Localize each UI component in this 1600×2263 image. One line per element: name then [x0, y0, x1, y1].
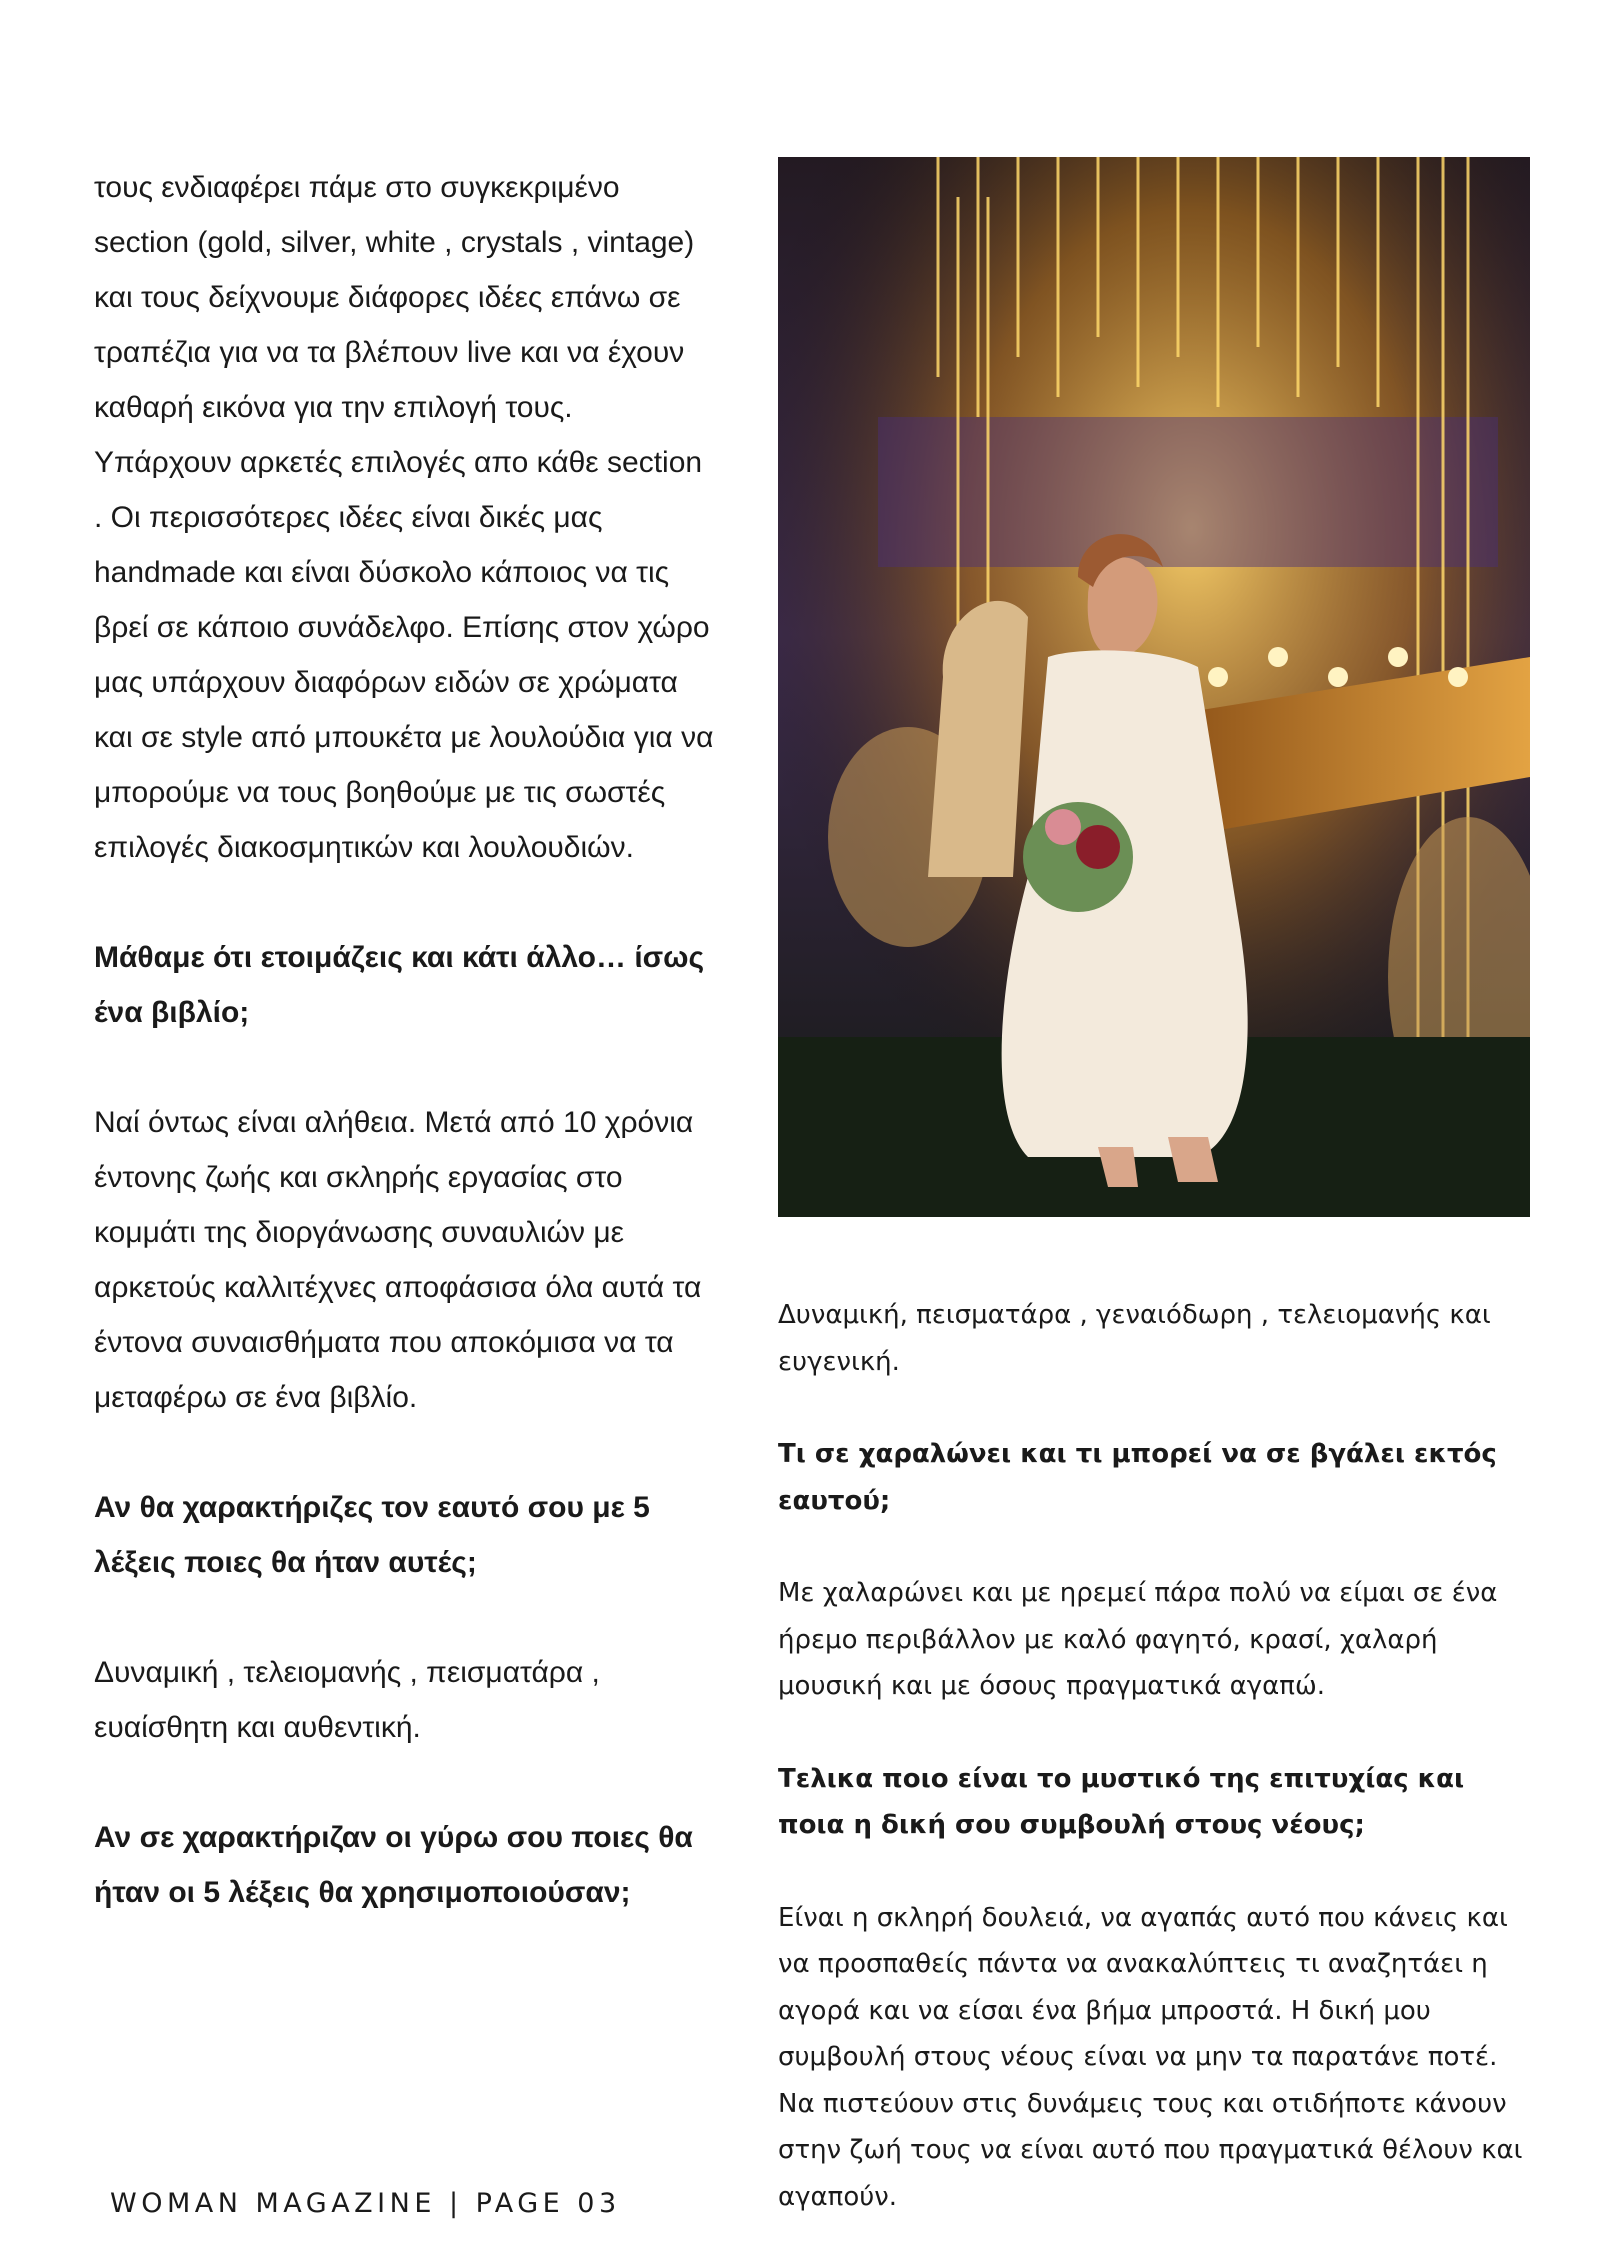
- right-column: [778, 1292, 1538, 2220]
- question-book: Μάθαμε ότι ετοιμάζεις και κάτι άλλο… ίσως ένα βιβλίο;: [94, 941, 705, 1029]
- answer-five-words-self: Δυναμική , τελειομανής , πεισματάρα , ευαίσθητη και αυθεντική.: [94, 1656, 600, 1744]
- question-five-words-self: Αν θα χαρακτήριζες τον εαυτό σου με 5 λέξεις ποιες θα ήταν αυτές;: [94, 1491, 650, 1579]
- question-relax: Τι σε χαραλώνει και τι μπορεί να σε βγάλει εκτός εαυτού;: [778, 1439, 1497, 1516]
- page-footer: WOMAN MAGAZINE | PAGE 03: [110, 2188, 621, 2219]
- question-five-words-others: Αν σε χαρακτήριζαν οι γύρω σου ποιες θα ήταν οι 5 λέξεις θα χρησιμοποιούσαν;: [94, 1821, 693, 1909]
- answer-book: Ναί όντως είναι αλήθεια. Μετά από 10 χρόνια έντονης ζωής και σκληρής εργασίας στο κομμάτι της διοργάνωσης συναυλιών με αρκετούς καλλιτέχνες αποφάσισα όλα αυτά τα έντονα συναισθήματα που αποκόμισα να τα μεταφέρω σε ένα βιβλίο.: [94, 1106, 702, 1414]
- question-success: Τελικα ποιο είναι το μυστικό της επιτυχίας και ποια η δική σου συμβουλή στους νέους;: [778, 1763, 1465, 1840]
- intro-paragraph: τους ενδιαφέρει πάμε στο συγκεκριμένο section (gold, silver, white , crystals , vintage) και τους δείχνουμε διάφορες ιδέες επάνω σε τραπέζια για να τα βλέπουν live και να έχουν καθαρή εικόνα για την επιλογή τους. Υπάρχουν αρκετές επιλογές απο κάθε section . Οι περισσότερες ιδέες είναι δικές μας handmade και είναι δύσκολο κάποιος να τις βρεί σε κάποιο συνάδελφο. Επίσης στον χώρο μας υπάρχουν διαφόρων ειδών σε χρώματα και σε style από μπουκέτα με λουλούδια για να μπορούμε να τους βοηθούμε με τις σωστές επιλογές διακοσμητικών και λουλουδιών.: [94, 171, 714, 864]
- answer-relax: Με χαλαρώνει και με ηρεμεί πάρα πολύ να είμαι σε ένα ήρεμο περιβάλλον με καλό φαγητό, κρασί, χαλαρή μουσική και με όσους πραγματικά αγαπώ.: [778, 1578, 1498, 1701]
- bride-photo-illustration: [778, 157, 1530, 1217]
- left-column: [94, 160, 714, 1920]
- answer-others-words: Δυναμική, πεισματάρα , γεναιόδωρη , τελειομανής και ευγενική.: [778, 1300, 1491, 1377]
- answer-success: Είναι η σκληρή δουλειά, να αγαπάς αυτό που κάνεις και να προσπαθείς πάντα να ανακαλύπτεις τι αναζητάει η αγορά και να είσαι ένα βήμα μπροστά. Η δική μου συμβουλή στους νέους είναι να μην τα παρατάνε ποτέ. Να πιστεύουν στις δυνάμεις τους και οτιδήποτε κάνουν στην ζωή τους να είναι αυτό που πραγματικά θέλουν και αγαπούν.: [778, 1902, 1523, 2212]
- bride-photo: [778, 157, 1530, 1217]
